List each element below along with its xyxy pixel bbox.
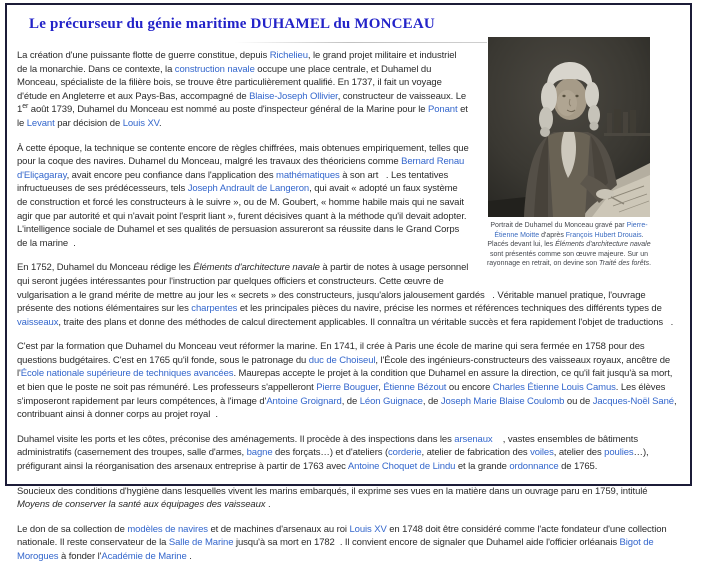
text-run: occupe une place centrale, et Duhamel du Monceau, spécialiste de la filière bois, se trouve être particulièrement qualifié. En 1737, il fait un voyage d'étude en Angleterre et aux Pays-Bas, accompagné de — [17, 63, 442, 102]
text-link[interactable]: Charles Étienne Louis Camus — [492, 382, 616, 394]
text-link[interactable]: Pierre-Étienne Moitte — [494, 222, 648, 239]
text-run: à partir de notes à usage personnel qui seront jugées intéressantes pour l'instruction par quelques officiers et constructeurs. Cette œuvre de vulgarisation a le grand mérite de mettre au jour les « secrets » des constructeurs, jusqu'alors jalousement gardés . Véritable manuel pratique, l'ouvrage présente des notions élémentaires sur les — [17, 262, 646, 315]
italic-text: Éléments d'architecture navale — [555, 241, 651, 249]
text-run: , atelier des — [553, 447, 605, 459]
portrait-caption — [483, 221, 655, 269]
text-run: sont présentés comme son œuvre majeure. Sur un rayonnage en retrait, on devine son — [486, 250, 648, 268]
text-run: à fonder l' — [58, 551, 102, 562]
text-run: , contribuant ainsi à donner corps au projet royal . — [17, 395, 677, 421]
text-run: août 1739, Duhamel du Monceau est nommé au poste d'inspecteur général de la Marine pour le — [28, 104, 429, 116]
text-link[interactable]: vaisseaux — [17, 316, 59, 328]
text-run: , atelier de fabrication des — [421, 447, 531, 459]
text-run: par décision de — [54, 117, 123, 129]
text-run: ou encore — [446, 382, 493, 394]
text-link[interactable]: Salle de Marine — [168, 537, 234, 549]
article-page — [5, 3, 692, 562]
text-run: et la grande — [455, 461, 510, 473]
text-run: d'après — [539, 231, 566, 239]
text-link[interactable]: Levant — [26, 117, 55, 129]
text-link[interactable]: Antoine Groignard — [266, 395, 342, 407]
text-run: En 1752, Duhamel du Monceau rédige les — [17, 262, 194, 274]
portrait-image[interactable] — [488, 37, 650, 217]
text-link[interactable]: Antoine Choquet de Lindu — [347, 461, 456, 473]
text-link[interactable]: Jacques-Noël Sané — [592, 395, 674, 407]
text-link[interactable]: Louis XV — [349, 523, 387, 535]
text-link[interactable]: Blaise-Joseph Ollivier — [249, 90, 338, 102]
text-run: , qui avait « adopté un faux système de construction et forcé les constructeurs à le suivre », ou de M. Goubert, « homme habile mais qui ne savait agir que par autorité et qui n'avait point l'esprit liant », furent décisives quant à la méthode qu'il devait adopter. L'intelligence sociale de Duhamel et ses qualités de persuasion assureront sa réussite dans le Grand Corps de la marine . — [17, 183, 467, 249]
text-run: . — [649, 260, 652, 268]
paragraph-formation-ecole — [17, 340, 681, 422]
text-run: des forçats…) et d'ateliers ( — [272, 447, 389, 459]
text-link[interactable]: charpentes — [191, 303, 238, 315]
article-content — [7, 47, 690, 562]
text-run: , constructeur de vaisseaux. Le 1 — [17, 90, 467, 116]
text-link[interactable]: Joseph Marie Blaise Coulomb — [440, 395, 565, 407]
text-link[interactable]: Étienne Bézout — [383, 382, 447, 394]
text-link[interactable]: corderie — [388, 447, 422, 459]
paragraph-collection — [17, 523, 681, 564]
text-run: , — [378, 382, 384, 394]
text-run: À cette époque, la technique se contente encore de règles chiffrées, mais obtenues empiriquement, telles que pour la coque des navires. Duhamel du Monceau, malgré les travaux des théoriciens comme — [17, 142, 469, 168]
text-link[interactable]: Bernard Renau d'Eliçagaray — [17, 156, 465, 181]
text-link[interactable]: Académie de Marine — [101, 551, 187, 562]
text-run: jusqu'à sa mort en 1782 . Il convient encore de signaler que Duhamel aide l'officier orléanais — [233, 537, 620, 549]
text-run: , de — [341, 395, 360, 407]
text-link[interactable]: École nationale supérieure de techniques avancées — [20, 368, 234, 380]
text-run: ou de — [564, 395, 593, 407]
paragraph-elements-architecture — [17, 261, 681, 329]
text-link[interactable]: ordonnance — [509, 461, 559, 473]
text-link[interactable]: mathématiques — [276, 169, 340, 181]
text-run: . Les élèves s'imposeront rapidement par leurs compétences, à l'image d' — [17, 382, 666, 407]
portrait-head — [553, 78, 587, 120]
text-link[interactable]: François Hubert Drouais — [565, 231, 642, 239]
text-link[interactable]: Richelieu — [269, 50, 308, 61]
italic-text: Traité des forêts — [599, 260, 650, 268]
text-link[interactable]: poulies — [604, 447, 634, 459]
text-run: La création d'une puissante flotte de guerre constitue, depuis — [17, 50, 270, 61]
text-run: , le grand projet militaire et industriel de la monarchie. Dans ce contexte, la — [17, 50, 457, 75]
text-run: C'est par la formation que Duhamel du Monceau veut réformer la marine. En 1741, il crée à Paris une école de marine qui sera fermée en 1758 pour des questions budgétaires. C'est en 1765 qu'il fonde, sous le patronage du — [17, 341, 645, 366]
text-run: …), préfigurant ainsi la réorganisation des arsenaux entreprise à partir de 1763 avec — [17, 447, 649, 473]
text-run: et le — [17, 104, 468, 129]
portrait-figure — [483, 37, 655, 269]
text-link[interactable]: voiles — [530, 447, 554, 459]
text-run: de 1765. — [558, 461, 598, 473]
text-link[interactable]: duc de Choiseul — [308, 354, 376, 366]
text-run: Duhamel visite les ports et les côtes, préconise des aménagements. Il procède à des inspections dans les — [17, 433, 455, 445]
text-run: , traite des plans et donne des méthodes de calcul directement applicables. Il connaîtra un véritable succès et fera rapidement l'objet de traductions . — [58, 316, 674, 328]
text-link[interactable]: modèles de navires — [127, 523, 208, 535]
text-link[interactable]: construction navale — [174, 63, 255, 75]
text-link[interactable]: Pierre Bouguer — [316, 382, 379, 394]
text-run: . — [159, 117, 162, 129]
text-run: et les principales pièces du navire, précise les normes et références techniques des différents types de — [237, 303, 662, 315]
text-run: , l'École des ingénieurs-constructeurs des vaisseaux royaux, ancêtre de l' — [17, 354, 671, 380]
paragraph-arsenaux — [17, 433, 681, 474]
text-run: , avait encore peu confiance dans l'application des — [66, 169, 277, 181]
text-link[interactable]: Bigot de Morogues — [17, 537, 654, 562]
italic-text: Éléments d'architecture navale — [193, 262, 320, 274]
text-run: . Maurepas accepte le projet à la condition que Duhamel en assure la direction, ce qu'il fait jusqu'à sa mort, et bien que le poste ne soit pas rémunéré. Les professeurs s'appelleront — [17, 368, 673, 394]
text-run: Portrait de Duhamel du Monceau gravé par — [490, 222, 627, 229]
title-divider — [235, 42, 487, 43]
text-link[interactable]: Joseph Andrault de Langeron — [187, 183, 310, 195]
text-run: , vastes ensembles de bâtiments administratifs (casernement des troupes, salle d'armes, — [17, 433, 638, 459]
text-link[interactable]: Louis XV — [122, 117, 160, 129]
text-run: à son art . Les tentatives infructueuses de ses prédécesseurs, tels — [17, 169, 449, 195]
text-run: . Placés devant lui, les — [487, 231, 644, 249]
paragraph-hygiene — [17, 485, 681, 512]
superscript-text: er — [22, 103, 29, 111]
text-link[interactable]: Ponant — [428, 104, 458, 116]
text-run: . — [186, 551, 192, 562]
text-run: et de machines d'arsenaux au roi — [207, 523, 350, 535]
text-run: , de — [422, 395, 441, 407]
text-run: Le don de sa collection de — [17, 523, 128, 535]
text-link[interactable]: arsenaux — [454, 433, 493, 445]
italic-text: Moyens de conserver la santé aux équipages des vaisseaux — [17, 499, 266, 511]
text-link[interactable]: bagne — [246, 447, 273, 459]
text-link[interactable]: Léon Guignace — [359, 395, 423, 407]
text-run: Soucieux des conditions d'hygiène dans lesquelles vivent les marins embarqués, il exprime ses vues en la matière dans un ouvrage paru en 1759, intitulé — [17, 485, 648, 497]
text-run: . — [265, 499, 271, 511]
page-title: Le précurseur du génie maritime DUHAMEL du MONCEAU — [29, 16, 435, 32]
text-run: en 1748 doit être considéré comme l'acte fondateur d'une collection nationale. Il reste conservateur de la — [17, 523, 667, 549]
